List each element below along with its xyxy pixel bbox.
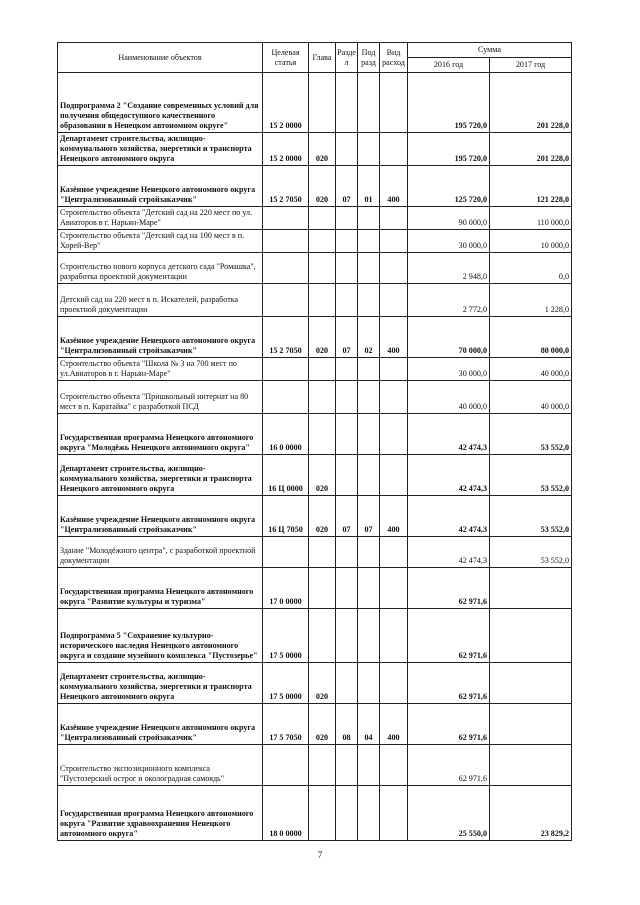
cell-code	[263, 284, 309, 317]
cell-code: 16 Ц 7050	[263, 496, 309, 537]
table-row	[58, 786, 572, 841]
table-row	[58, 455, 572, 496]
cell-sec: 07	[336, 317, 358, 358]
cell-sub	[358, 663, 380, 704]
cell-exp	[380, 568, 408, 609]
cell-v2017: 201 228,0	[490, 133, 572, 166]
cell-exp	[380, 414, 408, 455]
cell-name: Строительство объекта "Детский сад на 100 мест в п. Хорей-Вер"	[58, 230, 263, 253]
header-2016: 2016 год	[408, 58, 490, 73]
cell-code: 16 0 0000	[263, 414, 309, 455]
cell-v2016: 195 720,0	[408, 133, 490, 166]
table-body	[58, 73, 572, 841]
cell-v2017: 53 552,0	[490, 496, 572, 537]
cell-sub	[358, 609, 380, 663]
cell-sub	[358, 284, 380, 317]
cell-ch: 020	[309, 496, 336, 537]
cell-sub	[358, 414, 380, 455]
cell-code	[263, 358, 309, 381]
cell-exp	[380, 253, 408, 284]
cell-name: Строительство объекта "Школа № 3 на 700 мест по ул.Авиаторов в г. Нарьян-Маре"	[58, 358, 263, 381]
cell-name: Казённое учреждение Ненецкого автономного округа "Централизованный стройзаказчик"	[58, 166, 263, 207]
table-row	[58, 381, 572, 414]
cell-sec	[336, 73, 358, 133]
cell-name: Государственная программа Ненецкого автономного округа "Развитие здравоохранения Ненецкого автономного округа"	[58, 786, 263, 841]
cell-name: Департамент строительства, жилищно-коммунального хозяйства, энергетики и транспорта Ненецкого автономного округа	[58, 663, 263, 704]
cell-exp	[380, 207, 408, 230]
table-row	[58, 704, 572, 745]
cell-ch: 020	[309, 166, 336, 207]
cell-sec	[336, 537, 358, 568]
cell-code: 16 Ц 0000	[263, 455, 309, 496]
cell-v2017: 80 000,0	[490, 317, 572, 358]
cell-v2017: 201 228,0	[490, 73, 572, 133]
cell-code: 17 5 7050	[263, 704, 309, 745]
cell-ch	[309, 381, 336, 414]
cell-code: 15 2 0000	[263, 133, 309, 166]
cell-sub: 02	[358, 317, 380, 358]
cell-sub	[358, 207, 380, 230]
cell-sec	[336, 455, 358, 496]
cell-sub	[358, 230, 380, 253]
cell-sub	[358, 745, 380, 786]
cell-v2017	[490, 704, 572, 745]
cell-v2017	[490, 663, 572, 704]
cell-ch	[309, 207, 336, 230]
header-target: Целевая статья	[263, 43, 309, 73]
cell-v2016: 40 000,0	[408, 381, 490, 414]
cell-sec	[336, 230, 358, 253]
cell-ch	[309, 414, 336, 455]
cell-sec	[336, 284, 358, 317]
cell-exp	[380, 745, 408, 786]
header-subsection: Под разд	[358, 43, 380, 73]
cell-name: Департамент строительства, жилищно-коммунального хозяйства, энергетики и транспорта Ненецкого автономного округа	[58, 133, 263, 166]
cell-v2016: 30 000,0	[408, 230, 490, 253]
cell-sub	[358, 133, 380, 166]
cell-v2016: 90 000,0	[408, 207, 490, 230]
table-row	[58, 496, 572, 537]
table-row	[58, 253, 572, 284]
cell-ch	[309, 230, 336, 253]
cell-name: Строительство объекта "Детский сад на 220 мест по ул. Авиаторов в г. Нарьян-Маре"	[58, 207, 263, 230]
cell-code: 17 0 0000	[263, 568, 309, 609]
cell-ch	[309, 609, 336, 663]
cell-v2016: 62 971,6	[408, 609, 490, 663]
table-row	[58, 568, 572, 609]
cell-code	[263, 230, 309, 253]
cell-v2017: 40 000,0	[490, 358, 572, 381]
cell-v2016: 62 971,6	[408, 663, 490, 704]
cell-name: Здание "Молодёжного центра", с разработкой проектной документации	[58, 537, 263, 568]
cell-sub	[358, 73, 380, 133]
cell-name: Казённое учреждение Ненецкого автономного округа "Централизованный стройзаказчик"	[58, 317, 263, 358]
cell-exp: 400	[380, 317, 408, 358]
cell-v2017: 110 000,0	[490, 207, 572, 230]
cell-ch: 020	[309, 317, 336, 358]
cell-sub	[358, 455, 380, 496]
cell-v2017	[490, 609, 572, 663]
header-chapter: Глава	[309, 43, 336, 73]
cell-v2017: 121 228,0	[490, 166, 572, 207]
table-row	[58, 166, 572, 207]
header-section: Разде л	[336, 43, 358, 73]
cell-ch	[309, 537, 336, 568]
cell-code	[263, 537, 309, 568]
header-2017: 2017 год	[490, 58, 572, 73]
cell-v2017: 53 552,0	[490, 455, 572, 496]
cell-sec	[336, 663, 358, 704]
cell-exp	[380, 663, 408, 704]
cell-sub	[358, 537, 380, 568]
cell-v2016: 42 474,3	[408, 414, 490, 455]
cell-sub: 07	[358, 496, 380, 537]
cell-code	[263, 207, 309, 230]
header-sum: Сумма	[408, 43, 572, 58]
cell-v2016: 2 772,0	[408, 284, 490, 317]
table-row	[58, 745, 572, 786]
cell-sub	[358, 358, 380, 381]
cell-ch	[309, 786, 336, 841]
cell-exp	[380, 609, 408, 663]
table-row	[58, 537, 572, 568]
cell-v2017: 10 000,0	[490, 230, 572, 253]
cell-sec	[336, 609, 358, 663]
cell-v2016: 62 971,6	[408, 745, 490, 786]
cell-ch: 020	[309, 704, 336, 745]
cell-name: Департамент строительства, жилищно-коммунального хозяйства, энергетики и транспорта Ненецкого автономного округа	[58, 455, 263, 496]
cell-v2016: 25 550,0	[408, 786, 490, 841]
cell-ch: 020	[309, 133, 336, 166]
cell-code: 15 2 0000	[263, 73, 309, 133]
cell-name: Государственная программа Ненецкого автономного округа "Развитие культуры и туризма"	[58, 568, 263, 609]
cell-code: 18 0 0000	[263, 786, 309, 841]
cell-code	[263, 381, 309, 414]
cell-v2017	[490, 568, 572, 609]
header-expense: Вид расход	[380, 43, 408, 73]
table-row	[58, 284, 572, 317]
cell-code: 15 2 7050	[263, 317, 309, 358]
table-row	[58, 317, 572, 358]
cell-exp	[380, 73, 408, 133]
cell-sec	[336, 253, 358, 284]
cell-ch: 020	[309, 455, 336, 496]
cell-ch	[309, 358, 336, 381]
cell-v2016: 62 971,6	[408, 568, 490, 609]
table-row	[58, 207, 572, 230]
table-row	[58, 609, 572, 663]
cell-exp	[380, 284, 408, 317]
cell-v2017: 1 228,0	[490, 284, 572, 317]
cell-exp: 400	[380, 496, 408, 537]
cell-exp	[380, 230, 408, 253]
cell-code	[263, 745, 309, 786]
cell-sub	[358, 381, 380, 414]
cell-v2017: 0,0	[490, 253, 572, 284]
cell-sub: 01	[358, 166, 380, 207]
cell-ch	[309, 73, 336, 133]
page-number: 7	[317, 850, 323, 860]
cell-v2016: 62 971,6	[408, 704, 490, 745]
cell-v2016: 195 720,0	[408, 73, 490, 133]
cell-v2016: 42 474,3	[408, 496, 490, 537]
cell-name: Строительство нового корпуса детского сада "Ромашка", разработка проектной документации	[58, 253, 263, 284]
cell-sec	[336, 358, 358, 381]
cell-sec	[336, 207, 358, 230]
cell-v2016: 2 948,0	[408, 253, 490, 284]
cell-sec	[336, 786, 358, 841]
cell-exp	[380, 455, 408, 496]
cell-name: Казённое учреждение Ненецкого автономного округа "Централизованный стройзаказчик"	[58, 496, 263, 537]
cell-exp	[380, 786, 408, 841]
cell-v2016: 125 720,0	[408, 166, 490, 207]
cell-name: Строительство экспозиционного комплекса "Пустозерский острог и околоградная самоядь"	[58, 745, 263, 786]
cell-name: Подпрограмма 2 "Создание современных условий для получения общедоступного качественного образования в Ненецком автономном округе"	[58, 73, 263, 133]
table-row	[58, 230, 572, 253]
cell-exp: 400	[380, 704, 408, 745]
cell-name: Детский сад на 220 мест в п. Искателей, разработка проектной документации	[58, 284, 263, 317]
cell-name: Государственная программа Ненецкого автономного округа "Молодёжь Ненецкого автономного округа"	[58, 414, 263, 455]
cell-code: 17 5 0000	[263, 663, 309, 704]
cell-exp	[380, 133, 408, 166]
cell-v2016: 30 000,0	[408, 358, 490, 381]
cell-ch	[309, 568, 336, 609]
cell-code: 17 5 0000	[263, 609, 309, 663]
cell-sec: 08	[336, 704, 358, 745]
table-row	[58, 414, 572, 455]
cell-sub: 04	[358, 704, 380, 745]
cell-v2016: 42 474,3	[408, 455, 490, 496]
cell-name: Казённое учреждение Ненецкого автономного округа "Централизованный стройзаказчик"	[58, 704, 263, 745]
cell-sec	[336, 568, 358, 609]
header-name: Наименование объектов	[58, 43, 263, 73]
cell-v2017: 53 552,0	[490, 537, 572, 568]
cell-sec	[336, 414, 358, 455]
table-row	[58, 663, 572, 704]
cell-v2016: 70 000,0	[408, 317, 490, 358]
cell-sec	[336, 745, 358, 786]
table-row	[58, 133, 572, 166]
cell-exp: 400	[380, 166, 408, 207]
cell-sec	[336, 133, 358, 166]
cell-sec: 07	[336, 166, 358, 207]
cell-v2017	[490, 745, 572, 786]
cell-sec	[336, 381, 358, 414]
cell-sub	[358, 786, 380, 841]
cell-sec: 07	[336, 496, 358, 537]
cell-ch	[309, 745, 336, 786]
cell-v2017: 53 552,0	[490, 414, 572, 455]
cell-v2017: 23 829,2	[490, 786, 572, 841]
cell-name: Подпрограмма 5 "Сохранение культурно-исторического наследия Ненецкого автономного округа и создание музейного комплекса "Пустозерье"	[58, 609, 263, 663]
cell-sub	[358, 568, 380, 609]
cell-exp	[380, 381, 408, 414]
cell-code	[263, 253, 309, 284]
cell-ch	[309, 253, 336, 284]
table-row	[58, 358, 572, 381]
cell-name: Строительство объекта "Пришкольный интернат на 80 мест в п. Каратайка" с разработкой ПСД	[58, 381, 263, 414]
table-header	[58, 43, 572, 73]
table-row	[58, 73, 572, 133]
cell-sub	[358, 253, 380, 284]
cell-exp	[380, 537, 408, 568]
cell-exp	[380, 358, 408, 381]
cell-v2017: 40 000,0	[490, 381, 572, 414]
budget-table	[57, 42, 572, 841]
cell-v2016: 42 474,3	[408, 537, 490, 568]
cell-ch	[309, 284, 336, 317]
cell-code: 15 2 7050	[263, 166, 309, 207]
cell-ch: 020	[309, 663, 336, 704]
